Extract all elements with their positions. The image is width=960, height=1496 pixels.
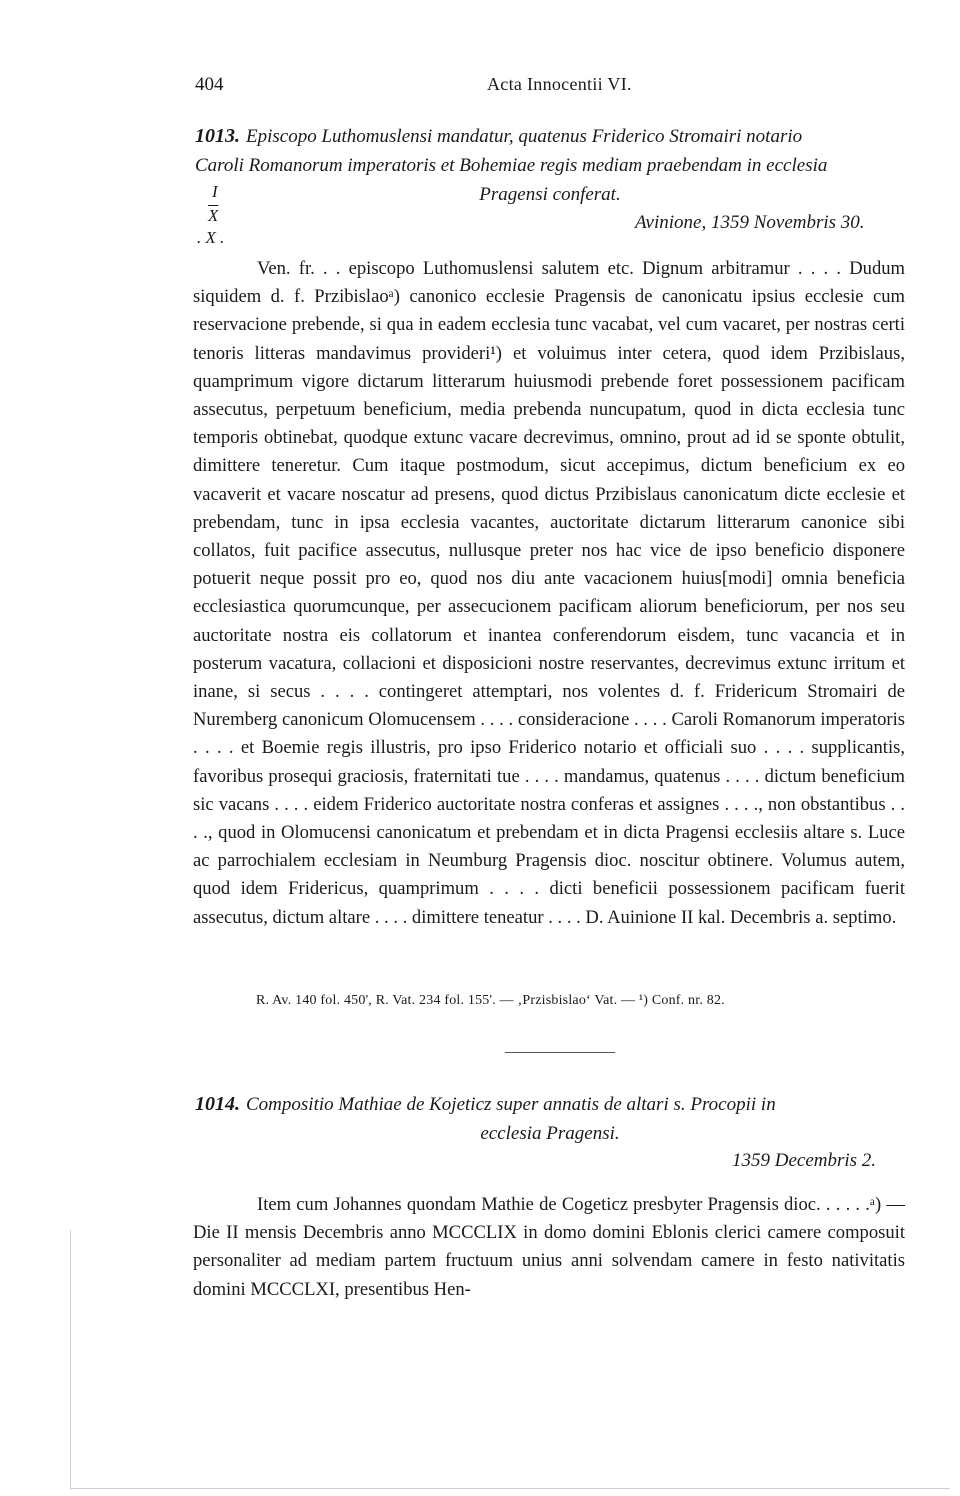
entry-1014-title-line1	[195, 1090, 905, 1119]
entry-1013-place-date: Avinione, 1359 Novembris 30.	[635, 212, 865, 233]
page-number: 404	[195, 74, 224, 95]
running-title: Acta Innocentii VI.	[487, 74, 632, 94]
entry-1014-body	[193, 1191, 905, 1304]
entry-1014-date: 1359 Decembris 2.	[732, 1150, 877, 1171]
entry-1013-number: 1013.	[195, 125, 240, 147]
entry-1013-sigla-1: I	[212, 182, 218, 201]
entry-1014-number: 1014.	[195, 1093, 240, 1115]
entry-1013-sigla-2: $\overline{X}$	[208, 206, 219, 225]
entry-1013-heading	[195, 122, 905, 209]
entry-1013-title-line1	[195, 122, 905, 151]
entry-1014-title-text1: Compositio Mathiae de Kojeticz super annatis de altari s. Procopii in	[246, 1094, 776, 1115]
entry-1013-sigla-3: . X .	[197, 228, 225, 247]
entry-1013-title-line2: Caroli Romanorum imperatoris et Bohemiae regis mediam praebendam in ecclesia	[195, 155, 828, 176]
entry-1013-source-note: R. Av. 140 fol. 450', R. Vat. 234 fol. 155'. — ‚Przisbislao‘ Vat. — ¹) Conf. nr. 82.	[256, 993, 725, 1008]
scan-bottom-edge	[70, 1488, 950, 1489]
section-divider	[505, 1052, 615, 1053]
entry-1014-title-line2: ecclesia Pragensi.	[480, 1123, 620, 1144]
entry-1013-title-line3: Pragensi conferat.	[479, 184, 621, 205]
entry-1013-body	[193, 255, 905, 932]
entry-1013-body-paragraph: Ven. fr. . . episcopo Luthomuslensi salutem etc. Dignum arbitramur . . . . Dudum siquidem d. f. Przibislaoᵃ) canonico ecclesie Pragensis de canonicatu ipsius ecclesie cum reservacione prebende, si qua in eadem ecclesia tunc vacabat, vel cum vacaret, per nostras certi tenoris litteras mandavimus provideri¹) et voluimus inter cetera, quod idem Przibislaus, quamprimum vigore dictarum litterarum huiusmodi prebende foret possessionem pacificam assecutus, perpetuum beneficium, media prebenda nuncupatum, quod in dicta ecclesia tunc temporis obtinebat, quodque extunc vacare decrevimus, omnino, prout ad id se sponte obtulit, dimittere teneretur. Cum itaque postmodum, sicut accepimus, dictum beneficium ex eo vacaverit et vacare noscatur ad presens, quod dictus Przibislaus canonicatum dicte ecclesie et prebendam, tunc in ipsa ecclesia vacantes, auctoritate dictarum litterarum canonice sibi collatos, fuit pacifice assecutus, nullusque preter nos hac vice de ipso beneficio disponere potuerit neque possit pro eo, quod nos diu ante vacacionem huius[modi] omnia beneficia ecclesiastica quorumcunque, per assecucionem pacificam aliorum beneficiorum, per nos seu auctoritate nostra eis collatorum et inantea conferendorum eisdem, tunc vacancia et in posterum vacatura, collacioni et disposicioni nostre reservantes, decrevimus extunc irritum et inane, si secus . . . . contingeret attemptari, nos volentes d. f. Fridericum Stromairi de Nuremberg canonicum Olomucensem . . . . consideracione . . . . Caroli Romanorum imperatoris . . . . et Boemie regis illustris, pro ipso Friderico notario et officiali suo . . . . supplicantis, favoribus prosequi graciosis, fraternitati tue . . . . mandamus, quatenus . . . . dictum beneficium sic vacans . . . . eidem Friderico auctoritate nostra conferas et assignes . . . ., non obstantibus . . . ., quod in Olomucensi canonicatum et prebendam et in dicta Pragensi ecclesiis altare s. Luce ac parrochialem ecclesiam in Neumburg Pragensis dioc. noscitur obtinere. Volumus autem, quod idem Fridericus, quamprimum . . . . dicti beneficii possessionem pacificam fuerit assecutus, dictum altare . . . . dimittere teneatur . . . . D. Auinione II kal. Decembris a. septimo.	[193, 258, 905, 928]
entry-1013-title-text1: Episcopo Luthomuslensi mandatur, quatenus Friderico Stromairi notario	[246, 126, 803, 147]
entry-1014-heading	[195, 1090, 905, 1148]
scan-margin-line	[70, 1230, 71, 1490]
entry-1014-body-paragraph: Item cum Johannes quondam Mathie de Cogeticz presbyter Pragensis dioc. . . . . .ᵃ) — Die II mensis Decembris anno MCCCLIX in domo domini Eblonis clerici camere composuit personaliter ad mediam partem fructuum unius anni solvendam camere in festo nativitatis domini MCCCLXI, presentibus Hen-	[193, 1194, 905, 1300]
